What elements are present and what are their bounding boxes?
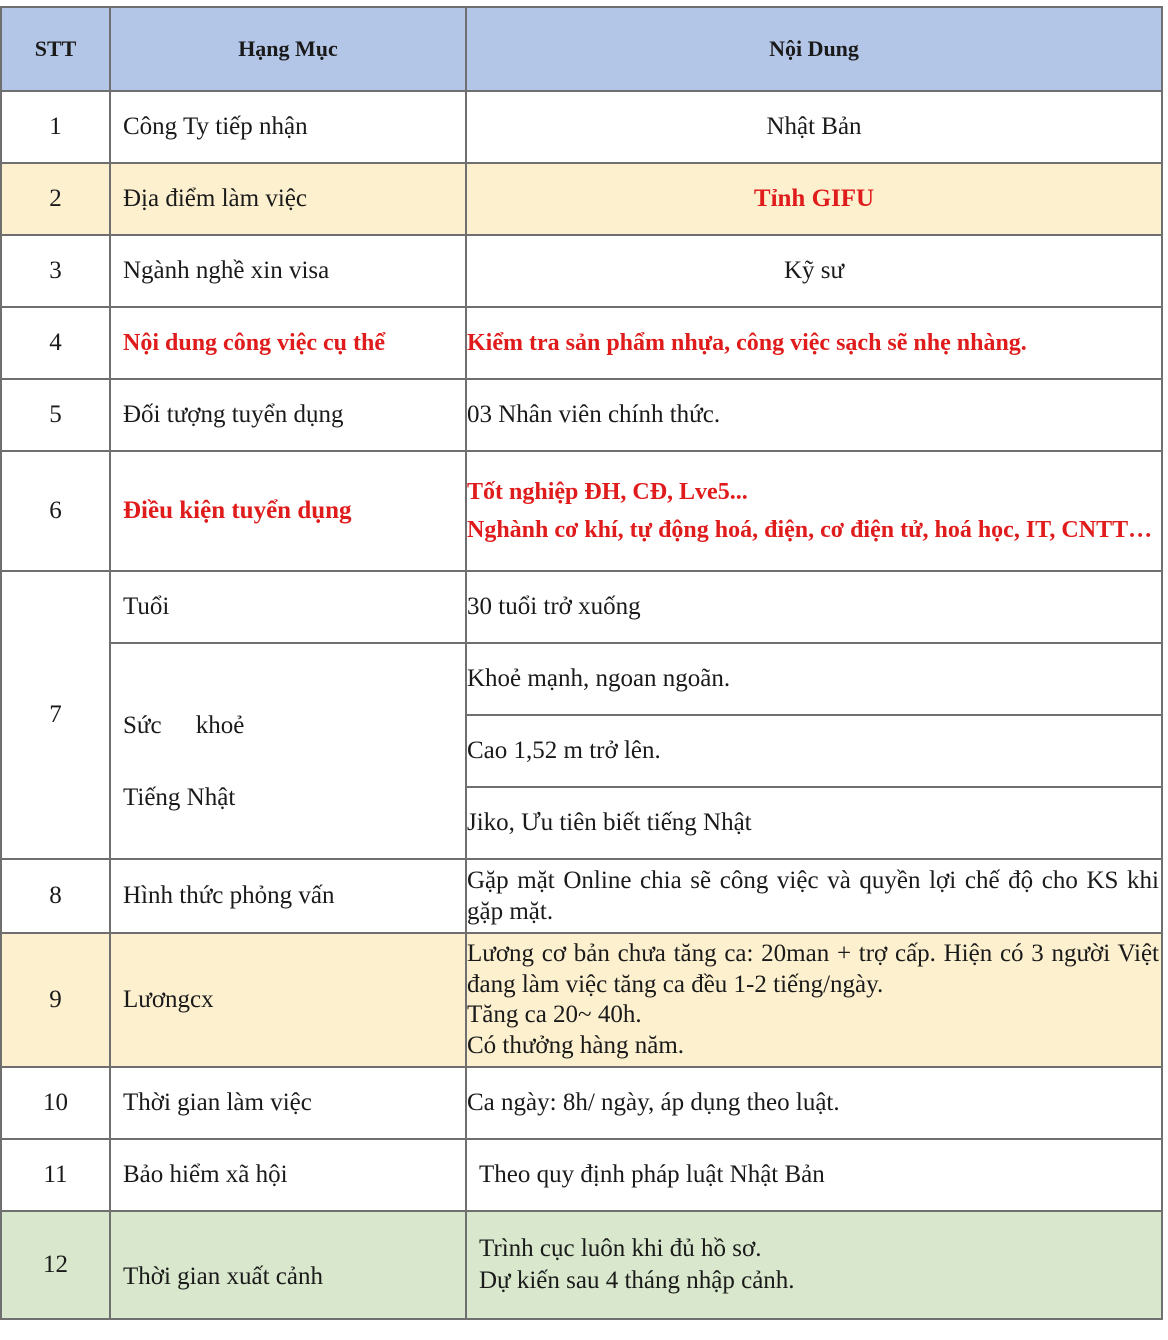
- row-category-health-japanese: [110, 643, 466, 859]
- row-content: [466, 451, 1162, 571]
- row-content: Nhật Bản: [466, 91, 1162, 163]
- row-category: Lươngcx: [110, 933, 466, 1067]
- row-category: Nội dung công việc cụ thể: [110, 307, 466, 379]
- header-content: Nội Dung: [466, 7, 1162, 91]
- table-row: [1, 1211, 1162, 1319]
- row-category: Công Ty tiếp nhận: [110, 91, 466, 163]
- row-content: [466, 1211, 1162, 1319]
- table-row: [1, 163, 1162, 235]
- row-content-health: Khoẻ mạnh, ngoan ngoãn.: [466, 643, 1162, 715]
- row-content: Gặp mặt Online chia sẽ công việc và quyền lợi chế độ cho KS khi gặp mặt.: [466, 859, 1162, 933]
- row-number: 7: [1, 571, 110, 859]
- row-number: 1: [1, 91, 110, 163]
- header-row: [1, 7, 1162, 91]
- row-content: Ca ngày: 8h/ ngày, áp dụng theo luật.: [466, 1067, 1162, 1139]
- table-row: [1, 1067, 1162, 1139]
- row-content: Theo quy định pháp luật Nhật Bản: [466, 1139, 1162, 1211]
- row-number: 12: [1, 1211, 110, 1319]
- japanese-label: Tiếng Nhật: [123, 784, 236, 811]
- table-row: [1, 643, 1162, 715]
- row-content: Kiểm tra sản phẩm nhựa, công việc sạch sẽ nhẹ nhàng.: [466, 307, 1162, 379]
- row-number: 10: [1, 1067, 110, 1139]
- row-number: 5: [1, 379, 110, 451]
- header-category: Hạng Mục: [110, 7, 466, 91]
- row-content: [466, 933, 1162, 1067]
- row-content-japanese: Jiko, Ưu tiên biết tiếng Nhật: [466, 787, 1162, 859]
- row-content: Tỉnh GIFU: [466, 163, 1162, 235]
- table-row: [1, 451, 1162, 571]
- row-number: 2: [1, 163, 110, 235]
- row-category: Bảo hiểm xã hội: [110, 1139, 466, 1211]
- row-number: 11: [1, 1139, 110, 1211]
- table-row: [1, 1139, 1162, 1211]
- row-category: Đối tượng tuyển dụng: [110, 379, 466, 451]
- table-row: [1, 933, 1162, 1067]
- row-number: 4: [1, 307, 110, 379]
- row-category: Thời gian xuất cảnh: [110, 1211, 466, 1319]
- row-category: Địa điểm làm việc: [110, 163, 466, 235]
- row-content-age: 30 tuổi trở xuống: [466, 571, 1162, 643]
- requirement-majors: Nghành cơ khí, tự động hoá, điện, cơ điện tử, hoá học, IT, CNTT…: [467, 517, 1153, 543]
- table-row: [1, 307, 1162, 379]
- requirement-degree: Tốt nghiệp ĐH, CĐ, Lve5...: [467, 478, 748, 505]
- row-category: Hình thức phỏng vấn: [110, 859, 466, 933]
- row-content-height: Cao 1,52 m trở lên.: [466, 715, 1162, 787]
- table-row: [1, 571, 1162, 643]
- row-category: Điều kiện tuyển dụng: [110, 451, 466, 571]
- row-category: Ngành nghề xin visa: [110, 235, 466, 307]
- salary-bonus: Có thưởng hàng năm.: [467, 1031, 685, 1059]
- header-stt: STT: [1, 7, 110, 91]
- table-row: [1, 91, 1162, 163]
- salary-base: Lương cơ bản chưa tăng ca: 20man + trợ cấp. Hiện có 3 người Việt đang làm việc tăng ca đều 1-2 tiếng/ngày.: [467, 940, 1159, 998]
- salary-overtime: Tăng ca 20~ 40h.: [467, 1001, 642, 1028]
- row-category-age: Tuổi: [110, 571, 466, 643]
- job-info-table: [0, 6, 1163, 1320]
- row-number: 3: [1, 235, 110, 307]
- table-row: [1, 859, 1162, 933]
- row-number: 9: [1, 933, 110, 1067]
- row-category: Thời gian làm việc: [110, 1067, 466, 1139]
- table-row: [1, 379, 1162, 451]
- table-row: [1, 235, 1162, 307]
- row-content: Kỹ sư: [466, 235, 1162, 307]
- row-number: 6: [1, 451, 110, 571]
- exit-filing: Trình cục luôn khi đủ hồ sơ.: [479, 1235, 762, 1262]
- row-content: 03 Nhân viên chính thức.: [466, 379, 1162, 451]
- exit-estimate: Dự kiến sau 4 tháng nhập cảnh.: [479, 1267, 795, 1294]
- row-number: 8: [1, 859, 110, 933]
- health-label: Sức khoẻ: [123, 712, 245, 739]
